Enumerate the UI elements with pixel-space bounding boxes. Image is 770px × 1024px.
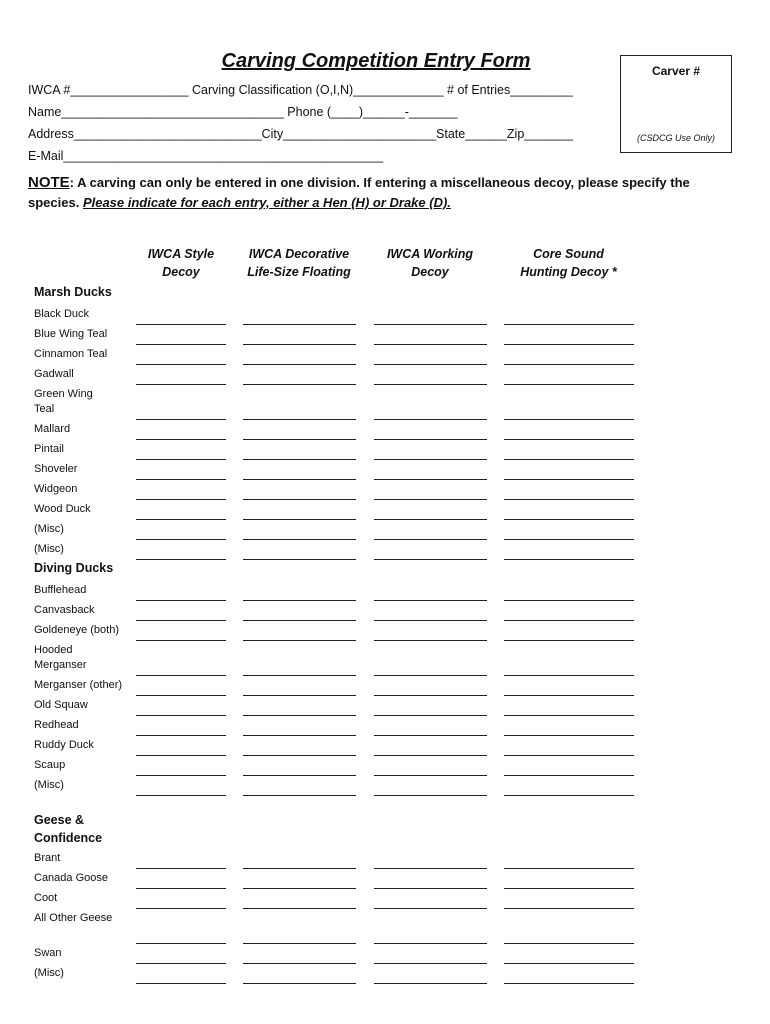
column-header-iwca-working: IWCA Working Decoy	[386, 247, 474, 279]
entry-blank-iwca-working[interactable]	[374, 675, 487, 676]
entry-blank-iwca-working[interactable]	[374, 419, 487, 420]
entry-blank-iwca-working[interactable]	[374, 499, 487, 500]
column-header-iwca-style: IWCA Style Decoy	[147, 247, 215, 279]
entry-blank-core-sound[interactable]	[504, 600, 634, 601]
entry-blank-iwca-decorative[interactable]	[243, 675, 356, 676]
entry-blank-iwca-decorative[interactable]	[243, 888, 356, 889]
species-label: Bufflehead	[34, 584, 87, 596]
entry-blank-iwca-decorative[interactable]	[243, 695, 356, 696]
entry-blank-iwca-working[interactable]	[374, 600, 487, 601]
species-label: Goldeneye (both)	[34, 624, 119, 636]
name-phone-line[interactable]: Name________________________________ Phone (____)______-_______	[28, 105, 458, 119]
entry-blank-iwca-decorative[interactable]	[243, 419, 356, 420]
entry-blank-iwca-working[interactable]	[374, 943, 487, 944]
entry-blank-iwca-style[interactable]	[136, 868, 226, 869]
entry-blank-iwca-style[interactable]	[136, 735, 226, 736]
entry-blank-iwca-decorative[interactable]	[243, 324, 356, 325]
entry-blank-iwca-working[interactable]	[374, 344, 487, 345]
entry-blank-iwca-decorative[interactable]	[243, 620, 356, 621]
entry-blank-core-sound[interactable]	[504, 675, 634, 676]
carver-number-label: Carver #	[651, 64, 701, 78]
entry-blank-core-sound[interactable]	[504, 755, 634, 756]
entry-blank-iwca-working[interactable]	[374, 695, 487, 696]
entry-blank-iwca-decorative[interactable]	[243, 868, 356, 869]
entry-blank-iwca-decorative[interactable]	[243, 364, 356, 365]
species-label: Coot	[34, 892, 58, 904]
entry-blank-iwca-working[interactable]	[374, 620, 487, 621]
entry-blank-core-sound[interactable]	[504, 539, 634, 540]
entry-blank-core-sound[interactable]	[504, 695, 634, 696]
entry-blank-core-sound[interactable]	[504, 364, 634, 365]
entry-blank-iwca-working[interactable]	[374, 795, 487, 796]
entry-blank-core-sound[interactable]	[504, 963, 634, 964]
entry-blank-core-sound[interactable]	[504, 983, 634, 984]
entry-blank-iwca-decorative[interactable]	[243, 499, 356, 500]
entry-blank-iwca-style[interactable]	[136, 600, 226, 601]
entry-blank-iwca-decorative[interactable]	[243, 640, 356, 641]
entry-blank-iwca-decorative[interactable]	[243, 600, 356, 601]
carver-number-box[interactable]	[620, 55, 732, 153]
entry-blank-core-sound[interactable]	[504, 715, 634, 716]
entry-blank-iwca-style[interactable]	[136, 539, 226, 540]
entry-blank-iwca-style[interactable]	[136, 384, 226, 385]
entry-blank-iwca-style[interactable]	[136, 888, 226, 889]
entry-blank-iwca-working[interactable]	[374, 983, 487, 984]
species-label: Black Duck	[34, 308, 90, 320]
species-label: Wood Duck	[34, 503, 91, 515]
entry-blank-iwca-style[interactable]	[136, 795, 226, 796]
species-label: Mallard	[34, 423, 71, 435]
note-hen-drake-instruction: Please indicate for each entry, either a Hen (H) or Drake (D).	[82, 195, 451, 210]
note-text: : A carving can only be entered in one division. If entering a miscellaneous decoy, please specify the species.	[28, 175, 690, 210]
entry-blank-core-sound[interactable]	[504, 888, 634, 889]
species-label: Redhead	[34, 719, 79, 731]
entry-blank-iwca-decorative[interactable]	[243, 559, 356, 560]
entry-blank-iwca-decorative[interactable]	[243, 795, 356, 796]
entry-blank-iwca-style[interactable]	[136, 715, 226, 716]
entry-blank-iwca-working[interactable]	[374, 888, 487, 889]
entry-blank-iwca-style[interactable]	[136, 908, 226, 909]
entry-blank-iwca-working[interactable]	[374, 963, 487, 964]
entry-blank-iwca-decorative[interactable]	[243, 983, 356, 984]
species-label: Hooded Merganser	[34, 644, 87, 671]
species-label: Ruddy Duck	[34, 739, 94, 751]
entry-blank-core-sound[interactable]	[504, 868, 634, 869]
entry-note	[28, 173, 738, 213]
entry-blank-iwca-working[interactable]	[374, 755, 487, 756]
entry-blank-iwca-style[interactable]	[136, 439, 226, 440]
carver-use-only-note: (CSDCG Use Only)	[636, 133, 715, 143]
entry-blank-iwca-decorative[interactable]	[243, 943, 356, 944]
species-label: Brant	[34, 852, 61, 864]
note-lead: NOTE	[28, 174, 70, 191]
species-label: Pintail	[34, 443, 64, 455]
entry-blank-iwca-style[interactable]	[136, 675, 226, 676]
entry-blank-iwca-working[interactable]	[374, 459, 487, 460]
entry-blank-core-sound[interactable]	[504, 419, 634, 420]
entry-blank-iwca-style[interactable]	[136, 459, 226, 460]
entry-blank-iwca-decorative[interactable]	[243, 519, 356, 520]
address-city-state-zip-line[interactable]: Address___________________________City______________________State______Zip_______	[28, 127, 573, 141]
entry-blank-iwca-decorative[interactable]	[243, 539, 356, 540]
entry-blank-iwca-decorative[interactable]	[243, 479, 356, 480]
column-header-iwca-decorative: IWCA Decorative Life-Size Floating	[247, 247, 351, 279]
entry-blank-iwca-decorative[interactable]	[243, 755, 356, 756]
entry-blank-iwca-decorative[interactable]	[243, 439, 356, 440]
entry-blank-iwca-working[interactable]	[374, 539, 487, 540]
entry-blank-core-sound[interactable]	[504, 479, 634, 480]
entry-blank-iwca-style[interactable]	[136, 755, 226, 756]
entry-blank-iwca-working[interactable]	[374, 640, 487, 641]
entry-blank-core-sound[interactable]	[504, 908, 634, 909]
entry-blank-iwca-style[interactable]	[136, 963, 226, 964]
entry-blank-iwca-style[interactable]	[136, 499, 226, 500]
species-label: Merganser (other)	[34, 679, 123, 691]
entry-blank-iwca-working[interactable]	[374, 775, 487, 776]
species-label: Green Wing Teal	[34, 388, 93, 415]
section-title: Marsh Ducks	[34, 285, 112, 299]
entry-blank-core-sound[interactable]	[504, 775, 634, 776]
entry-blank-core-sound[interactable]	[504, 795, 634, 796]
entry-blank-iwca-working[interactable]	[374, 479, 487, 480]
entry-blank-iwca-working[interactable]	[374, 384, 487, 385]
entry-blank-iwca-working[interactable]	[374, 735, 487, 736]
entry-blank-iwca-working[interactable]	[374, 364, 487, 365]
entry-blank-core-sound[interactable]	[504, 459, 634, 460]
entry-blank-core-sound[interactable]	[504, 439, 634, 440]
entry-blank-core-sound[interactable]	[504, 640, 634, 641]
species-label: Scaup	[34, 759, 66, 771]
entry-blank-iwca-style[interactable]	[136, 620, 226, 621]
species-label: Canvasback	[34, 604, 95, 616]
species-label: Cinnamon Teal	[34, 348, 108, 360]
entry-blank-iwca-decorative[interactable]	[243, 344, 356, 345]
entry-blank-iwca-working[interactable]	[374, 868, 487, 869]
species-label: Old Squaw	[34, 699, 88, 711]
entry-blank-iwca-style[interactable]	[136, 983, 226, 984]
entry-blank-iwca-style[interactable]	[136, 479, 226, 480]
entry-blank-iwca-style[interactable]	[136, 943, 226, 944]
entry-blank-iwca-decorative[interactable]	[243, 775, 356, 776]
entry-blank-iwca-style[interactable]	[136, 775, 226, 776]
entry-blank-iwca-decorative[interactable]	[243, 715, 356, 716]
entry-blank-core-sound[interactable]	[504, 735, 634, 736]
species-label: (Misc)	[34, 523, 64, 535]
entry-blank-iwca-decorative[interactable]	[243, 735, 356, 736]
species-label: (Misc)	[34, 779, 64, 791]
entry-blank-iwca-style[interactable]	[136, 324, 226, 325]
entry-blank-core-sound[interactable]	[504, 559, 634, 560]
entry-blank-iwca-working[interactable]	[374, 715, 487, 716]
species-label: Shoveler	[34, 463, 78, 475]
entry-blank-iwca-decorative[interactable]	[243, 384, 356, 385]
entry-blank-core-sound[interactable]	[504, 344, 634, 345]
entry-blank-iwca-style[interactable]	[136, 419, 226, 420]
species-label: (Misc)	[34, 543, 64, 555]
species-label: Widgeon	[34, 483, 78, 495]
entry-blank-iwca-style[interactable]	[136, 344, 226, 345]
entry-blank-core-sound[interactable]	[504, 943, 634, 944]
entry-blank-iwca-working[interactable]	[374, 908, 487, 909]
species-label: Blue Wing Teal	[34, 328, 108, 340]
entry-blank-iwca-decorative[interactable]	[243, 459, 356, 460]
iwca-classification-entries-line[interactable]: IWCA #_________________ Carving Classification (O,I,N)_____________ # of Entries_________	[28, 83, 573, 97]
column-header-core-sound: Core Sound Hunting Decoy *	[520, 247, 617, 279]
species-label: All Other Geese	[34, 912, 113, 924]
form-title: Carving Competition Entry Form	[221, 50, 531, 72]
entry-blank-core-sound[interactable]	[504, 499, 634, 500]
entry-blank-iwca-style[interactable]	[136, 364, 226, 365]
entry-blank-iwca-decorative[interactable]	[243, 963, 356, 964]
entry-blank-core-sound[interactable]	[504, 620, 634, 621]
entry-blank-iwca-style[interactable]	[136, 559, 226, 560]
entry-blank-core-sound[interactable]	[504, 384, 634, 385]
entry-blank-iwca-decorative[interactable]	[243, 908, 356, 909]
entry-blank-iwca-style[interactable]	[136, 640, 226, 641]
entry-blank-iwca-working[interactable]	[374, 559, 487, 560]
section-title: Geese & Confidence	[34, 813, 103, 845]
entry-blank-iwca-working[interactable]	[374, 439, 487, 440]
entry-blank-core-sound[interactable]	[504, 519, 634, 520]
entry-blank-iwca-style[interactable]	[136, 695, 226, 696]
email-line[interactable]: E-Mail______________________________________________	[28, 149, 384, 163]
entry-blank-core-sound[interactable]	[504, 324, 634, 325]
species-label: (Misc)	[34, 967, 64, 979]
entry-blank-iwca-working[interactable]	[374, 324, 487, 325]
section-title: Diving Ducks	[34, 561, 114, 575]
entry-blank-iwca-working[interactable]	[374, 519, 487, 520]
entry-blank-iwca-style[interactable]	[136, 519, 226, 520]
species-label: Gadwall	[34, 368, 74, 380]
species-label: Swan	[34, 947, 62, 959]
species-label: Canada Goose	[34, 872, 108, 884]
